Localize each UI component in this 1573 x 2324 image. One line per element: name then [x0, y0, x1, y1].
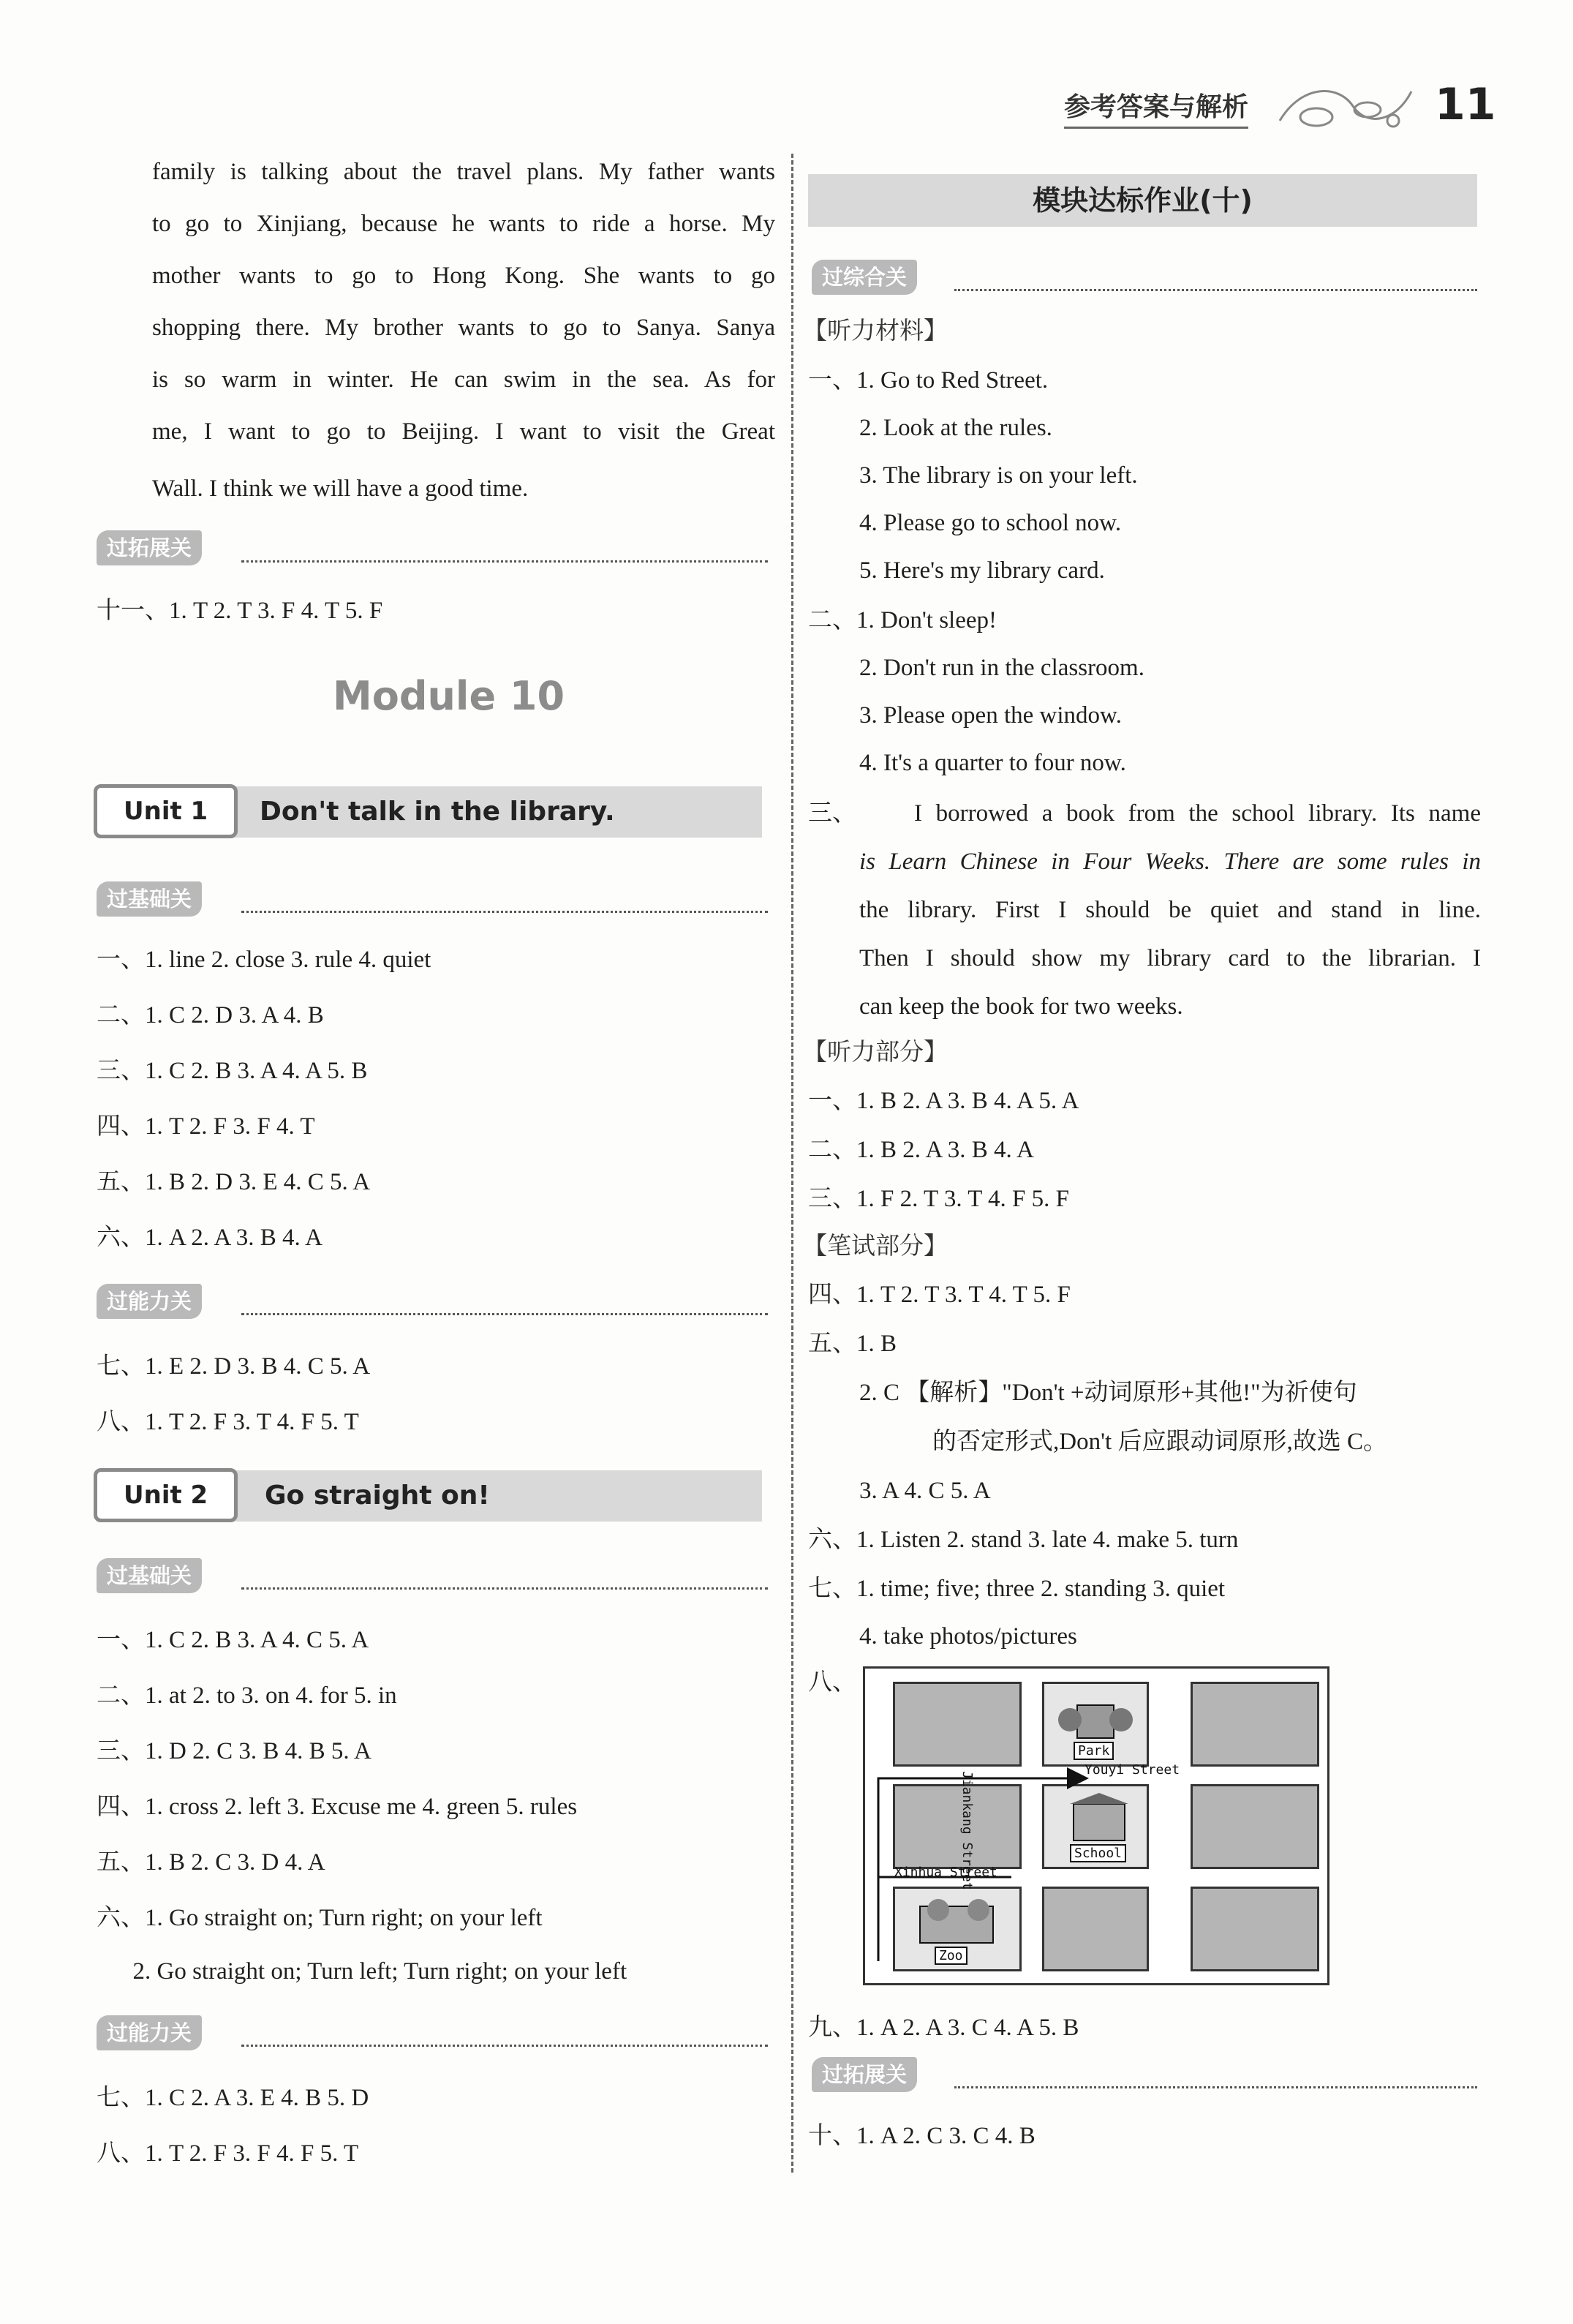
lm-three-last: can keep the book for two weeks. — [859, 993, 1183, 1020]
dotted-rule — [241, 560, 768, 563]
answer-line: 六、1. Go straight on; Turn right; on your left — [97, 1905, 543, 1931]
answer-line: 三、1. D 2. C 3. B 4. B 5. A — [97, 1738, 371, 1764]
street-label-xinhua: Xinhua Street — [894, 1865, 997, 1880]
lm-line: 二、1. Don't sleep! — [808, 607, 997, 633]
lm-line: 2. Don't run in the classroom. — [859, 655, 1144, 681]
passage-line: is so warm in winter. He can swim in the sea. As for — [152, 366, 775, 393]
zoo-label: Zoo — [935, 1947, 967, 1965]
tag-comprehensive: 过综合关 — [812, 260, 917, 295]
extend-answer: 十一、1. T 2. T 3. F 4. T 5. F — [97, 598, 383, 624]
tag-ability: 过能力关 — [97, 2015, 202, 2050]
wp-line: 3. A 4. C 5. A — [859, 1478, 991, 1504]
lm-three-line: is Learn Chinese in Four Weeks. There are some rules in — [859, 849, 1481, 875]
tag-basic: 过基础关 — [97, 1558, 202, 1593]
dotted-rule — [241, 911, 768, 913]
answer-line: 一、1. line 2. close 3. rule 4. quiet — [97, 947, 431, 973]
park-label: Park — [1074, 1742, 1114, 1760]
tag-extend: 过拓展关 — [97, 530, 202, 565]
unit2-label: Unit 2 — [94, 1468, 238, 1522]
park-icon — [1055, 1691, 1136, 1742]
lm-line: 一、1. Go to Red Street. — [808, 367, 1049, 394]
answer-line: 二、1. at 2. to 3. on 4. for 5. in — [97, 1682, 397, 1709]
answer-line: 八、1. T 2. F 3. T 4. F 5. T — [97, 1409, 359, 1435]
section-title: 模块达标作业(十) — [1033, 184, 1253, 217]
lm-line: 2. Look at the rules. — [859, 415, 1052, 441]
street-label-vertical: Jiankang Street — [959, 1771, 975, 1890]
passage-line: me, I want to go to Beijing. I want to visit the Great — [152, 418, 775, 445]
answer-line: 四、1. cross 2. left 3. Excuse me 4. green 5. rules — [97, 1794, 578, 1820]
answer-line: 一、1. C 2. B 3. A 4. C 5. A — [97, 1627, 369, 1653]
answer-line: 三、1. C 2. B 3. A 4. A 5. B — [97, 1058, 368, 1084]
header-title: 参考答案与解析 — [1064, 86, 1248, 129]
wp-line: 五、1. B — [808, 1331, 897, 1357]
answer-line: 五、1. B 2. C 3. D 4. A — [97, 1849, 325, 1876]
answer-line: 四、1. T 2. F 3. F 4. T — [97, 1113, 315, 1140]
dotted-rule — [241, 2045, 768, 2047]
unit2-title: Go straight on! — [265, 1481, 490, 1511]
answer-line: 2. Go straight on; Turn left; Turn right; on your left — [97, 1958, 627, 1985]
lm-line: 3. Please open the window. — [859, 702, 1122, 729]
zoo-icon — [905, 1892, 1008, 1947]
lm-three-line: the library. First I should be quiet and stand in line. — [859, 897, 1481, 923]
dotted-rule — [954, 2086, 1477, 2088]
passage-line: family is talking about the travel plans. My father wants — [152, 159, 775, 185]
map — [863, 1666, 1329, 1985]
answer-line: 八、1. T 2. F 3. F 4. F 5. T — [97, 2140, 359, 2167]
lm-three-line: Then I should show my library card to the librarian. I — [859, 945, 1481, 971]
tag-ability: 过能力关 — [97, 1284, 202, 1319]
wp-line: 七、1. time; five; three 2. standing 3. quiet — [808, 1576, 1226, 1602]
wp-line: 4. take photos/pictures — [859, 1623, 1077, 1650]
lp-line: 一、1. B 2. A 3. B 4. A 5. A — [808, 1088, 1079, 1114]
answer-line: 六、1. A 2. A 3. B 4. A — [97, 1225, 322, 1251]
lm-line: 4. It's a quarter to four now. — [859, 750, 1126, 776]
passage-line: shopping there. My brother wants to go to Sanya. Sanya — [152, 315, 775, 341]
wp-line: 十、1. A 2. C 3. C 4. B — [808, 2123, 1036, 2149]
lp-line: 二、1. B 2. A 3. B 4. A — [808, 1137, 1034, 1163]
passage-line: to go to Xinjiang, because he wants to ride a horse. My — [152, 211, 775, 237]
listening-part-heading: 【听力部分】 — [803, 1037, 948, 1066]
dotted-rule — [954, 289, 1477, 291]
street-label-youyi: Youyi Street — [1084, 1762, 1180, 1778]
dotted-rule — [241, 1587, 768, 1590]
tag-basic: 过基础关 — [97, 881, 202, 917]
lm-line: 3. The library is on your left. — [859, 462, 1138, 489]
answer-line: 五、1. B 2. D 3. E 4. C 5. A — [97, 1169, 371, 1195]
tag-extend: 过拓展关 — [812, 2057, 917, 2092]
lm-three-label: 三、 — [808, 800, 856, 827]
passage-line: mother wants to go to Hong Kong. She wants to go — [152, 263, 775, 289]
unit1-title: Don't talk in the library. — [260, 797, 615, 827]
unit1-label: Unit 1 — [94, 784, 238, 838]
column-divider — [791, 154, 793, 2173]
answer-line: 二、1. C 2. D 3. A 4. B — [97, 1002, 324, 1028]
wp-line: 四、1. T 2. T 3. T 4. T 5. F — [808, 1282, 1071, 1308]
page-number: 11 — [1435, 79, 1496, 130]
wp-line: 八、 — [808, 1669, 856, 1696]
lp-line: 三、1. F 2. T 3. T 4. F 5. F — [808, 1186, 1069, 1212]
dotted-rule — [241, 1313, 768, 1315]
lm-line: 4. Please go to school now. — [859, 510, 1122, 536]
module-title: Module 10 — [333, 673, 565, 719]
written-part-heading: 【笔试部分】 — [803, 1231, 948, 1260]
lm-three-line: I borrowed a book from the school library. Its name — [914, 800, 1481, 827]
listening-material-heading: 【听力材料】 — [803, 316, 948, 345]
lm-line: 5. Here's my library card. — [859, 557, 1105, 584]
wp-line: 九、1. A 2. A 3. C 4. A 5. B — [808, 2015, 1079, 2041]
wp-line: 2. C 【解析】"Don't +动词原形+其他!"为祈使句 — [859, 1380, 1357, 1406]
school-label: School — [1070, 1844, 1126, 1862]
school-icon — [1063, 1793, 1136, 1844]
wp-line: 六、1. Listen 2. stand 3. late 4. make 5. turn — [808, 1527, 1239, 1553]
wp-line: 的否定形式,Don't 后应跟动词原形,故选 C。 — [932, 1429, 1387, 1455]
answer-line: 七、1. E 2. D 3. B 4. C 5. A — [97, 1353, 371, 1380]
decorative-swirl-icon — [1272, 77, 1419, 143]
passage-last-line: Wall. I think we will have a good time. — [152, 475, 529, 502]
answer-line: 七、1. C 2. A 3. E 4. B 5. D — [97, 2085, 369, 2111]
